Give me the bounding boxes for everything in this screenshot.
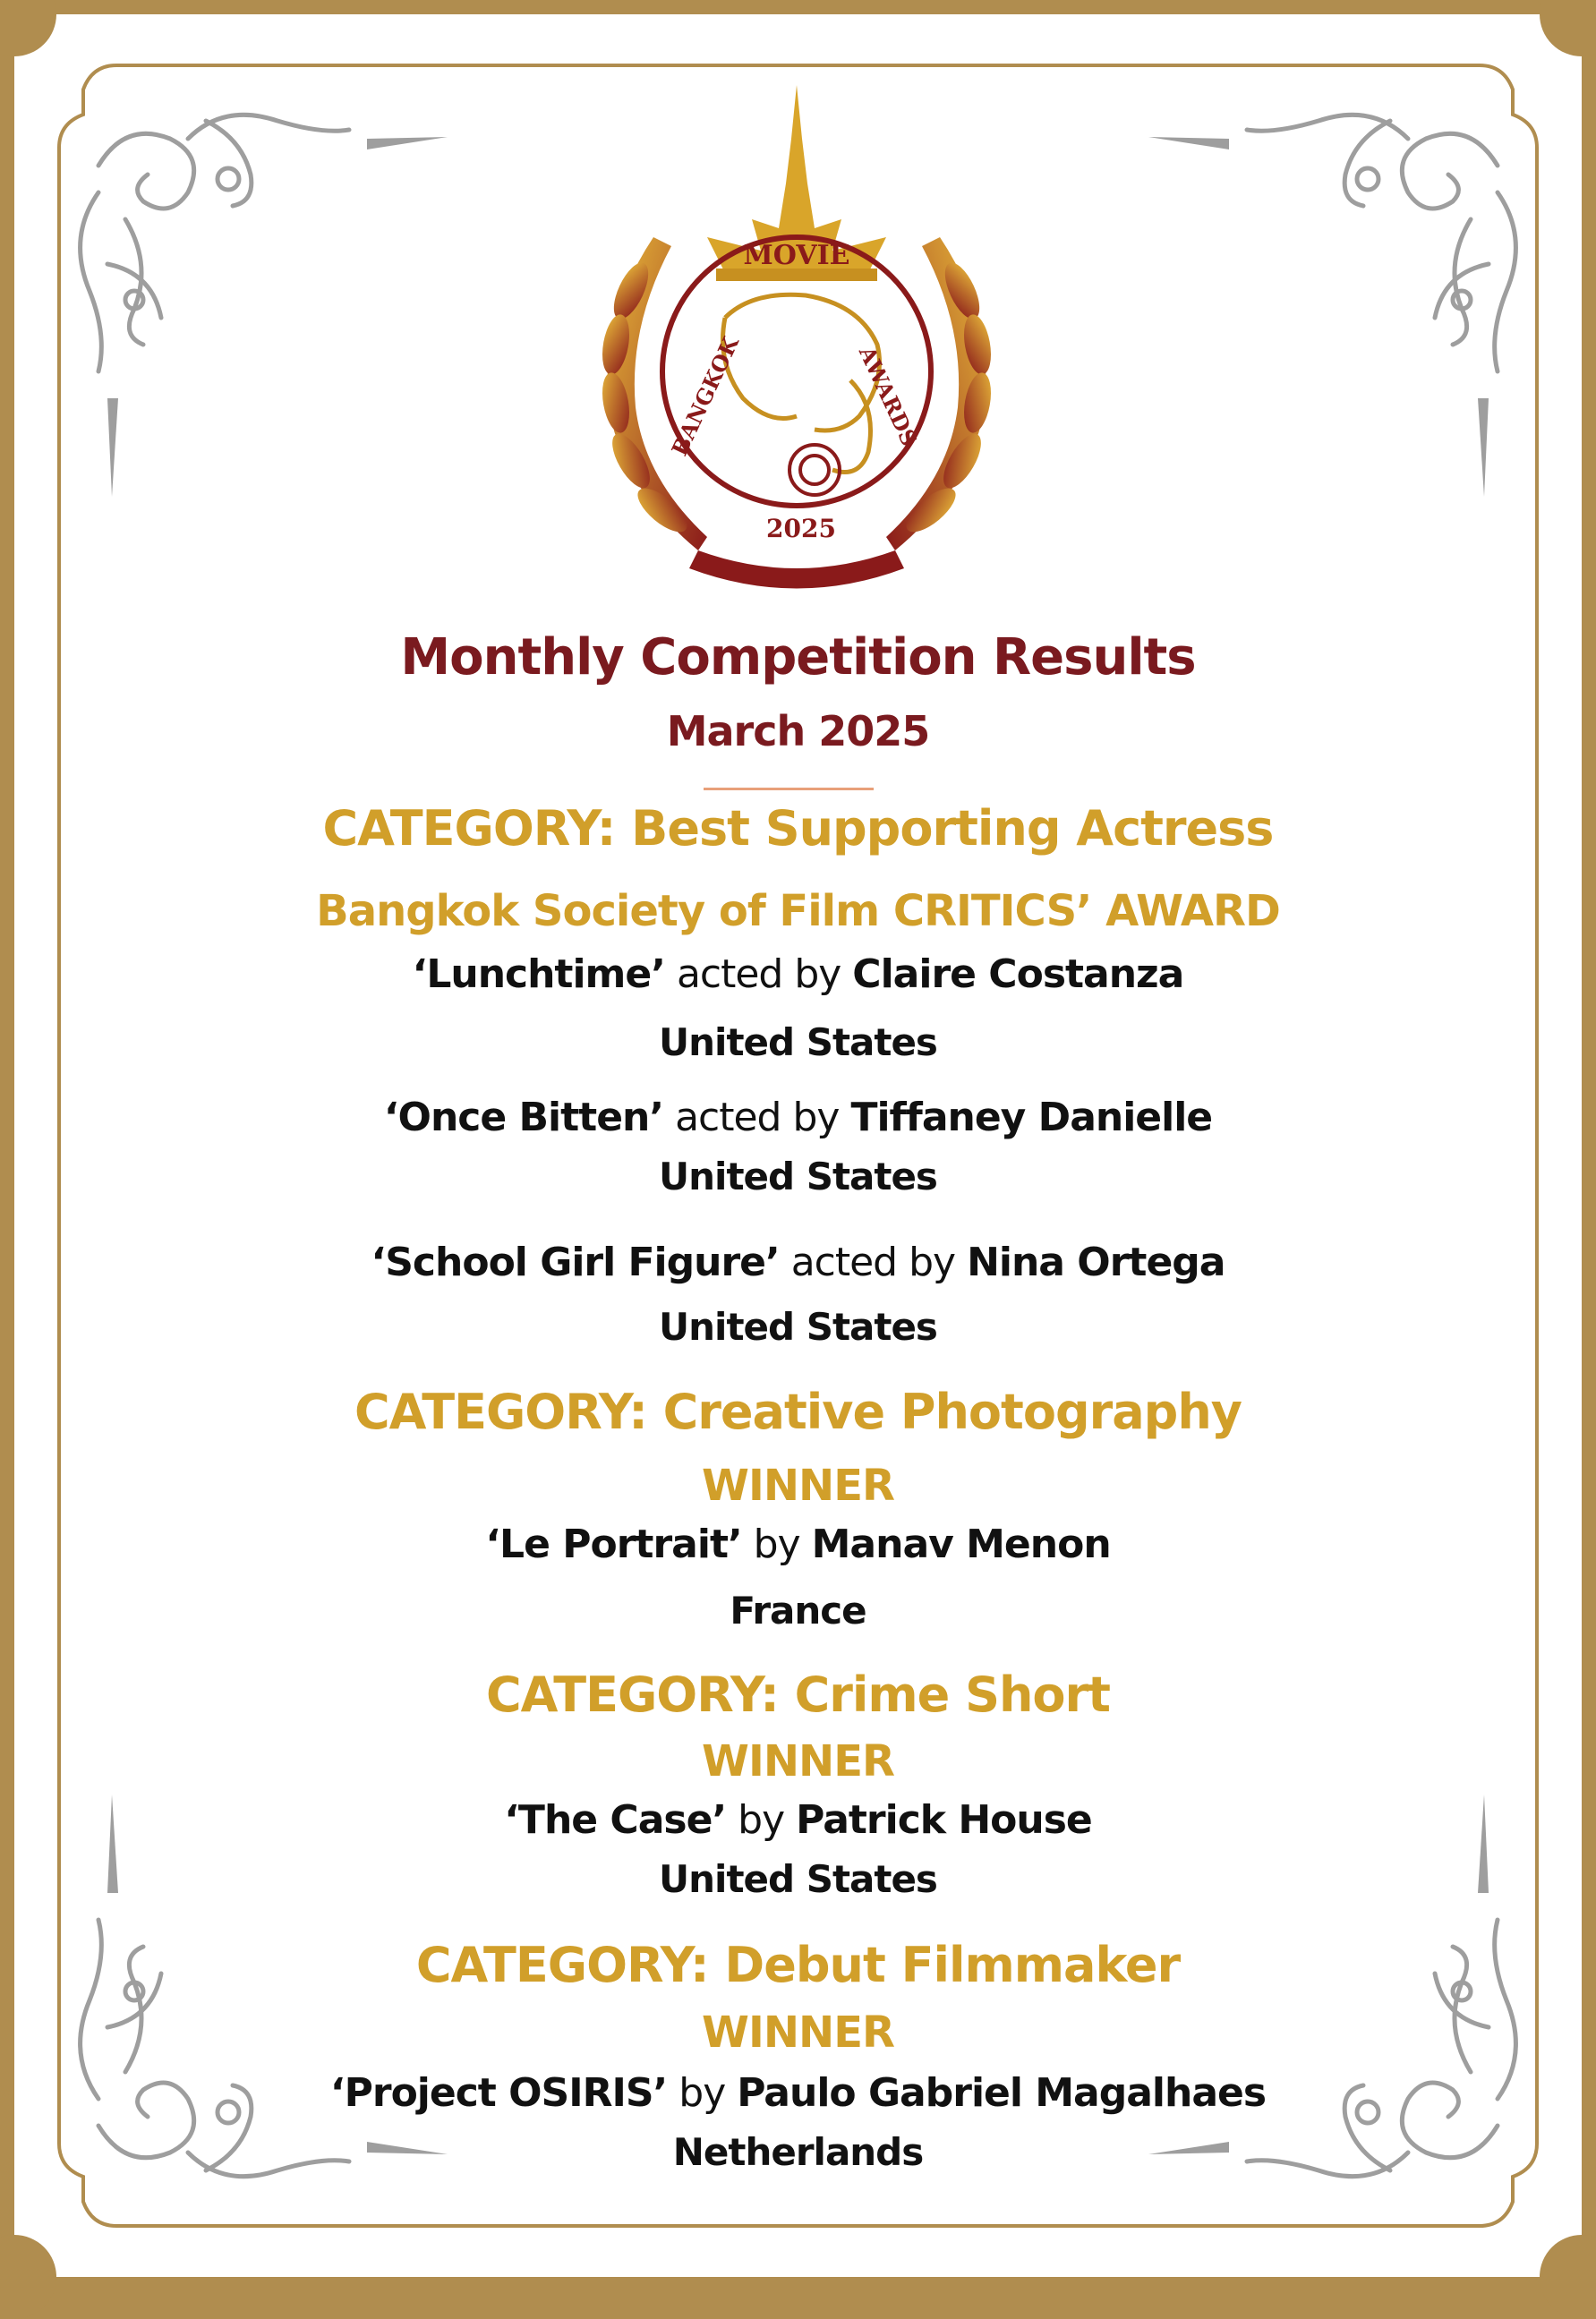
entry-country: United States — [659, 1857, 937, 1901]
entry-country: France — [730, 1589, 866, 1633]
entry-person: Patrick House — [796, 1797, 1092, 1843]
entry-title: ‘Project OSIRIS’ — [329, 2070, 668, 2116]
logo-name-top: MOVIE — [743, 240, 850, 271]
logo-name-left: BANGKOK — [666, 332, 745, 460]
entry-line — [0, 951, 1596, 997]
section-award: Bangkok Society of Film CRITICS’ AWARD — [316, 886, 1280, 936]
entry-country: United States — [659, 1020, 937, 1064]
title-divider — [704, 788, 874, 790]
page-title: Monthly Competition Results — [400, 628, 1196, 686]
section-category: CATEGORY: Creative Photography — [354, 1384, 1242, 1440]
entry-connector: by — [726, 1797, 797, 1843]
entry-title: ‘School Girl Figure’ — [371, 1240, 780, 1285]
entry-connector: acted by — [664, 951, 853, 997]
entry-line — [0, 2070, 1596, 2116]
section-award: WINNER — [702, 1461, 894, 1511]
entry-person: Paulo Gabriel Magalhaes — [737, 2070, 1267, 2116]
entry-person: Tiffaney Danielle — [850, 1095, 1213, 1140]
entry-line — [0, 1797, 1596, 1843]
section-category: CATEGORY: Best Supporting Actress — [322, 800, 1274, 857]
section-award: WINNER — [702, 2008, 894, 2058]
entry-line — [0, 1240, 1596, 1285]
page-subtitle: March 2025 — [666, 707, 930, 755]
entry-person: Manav Menon — [811, 1522, 1111, 1567]
bangkok-movie-awards-logo — [546, 85, 1047, 613]
entry-connector: by — [741, 1522, 812, 1567]
entry-country: Netherlands — [672, 2130, 924, 2174]
entry-title: ‘Once Bitten’ — [383, 1095, 664, 1140]
section-category: CATEGORY: Debut Filmmaker — [415, 1937, 1181, 1993]
entry-title: ‘Lunchtime’ — [412, 951, 665, 997]
entry-title: ‘Le Portrait’ — [485, 1522, 742, 1567]
entry-person: Nina Ortega — [967, 1240, 1225, 1285]
entry-connector: by — [667, 2070, 738, 2116]
entry-line — [0, 1095, 1596, 1140]
entry-connector: acted by — [779, 1240, 968, 1285]
logo-name-right: AWARDS — [853, 342, 923, 450]
entry-title: ‘The Case’ — [504, 1797, 727, 1843]
entry-connector: acted by — [663, 1095, 851, 1140]
entry-country: United States — [659, 1305, 937, 1349]
section-category: CATEGORY: Crime Short — [486, 1667, 1110, 1723]
entry-country: United States — [659, 1155, 937, 1198]
entry-person: Claire Costanza — [852, 951, 1184, 997]
section-award: WINNER — [702, 1736, 894, 1786]
logo-year: 2025 — [766, 514, 836, 543]
entry-line — [0, 1522, 1596, 1567]
